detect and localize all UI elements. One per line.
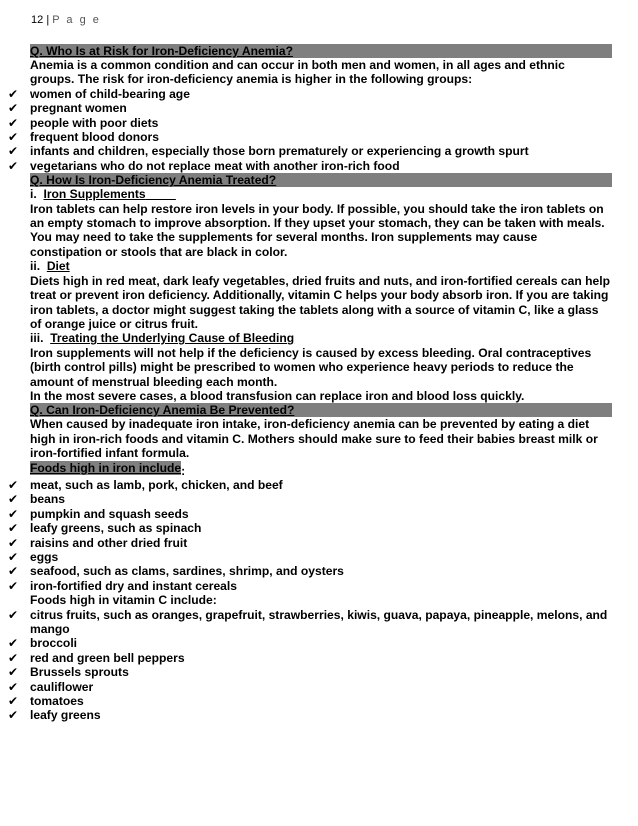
checkmark-icon: ✔ [8, 506, 19, 521]
checkmark-icon: ✔ [8, 101, 19, 116]
q1-risk-list [8, 86, 612, 173]
checkmark-icon: ✔ [8, 665, 19, 680]
iron-foods-heading: Foods high in iron include: [30, 460, 186, 478]
section-diet-text: Diets high in red meat, dark leafy vegetables, dried fruits and nuts, and iron-fortified cereals can help treat or prevent iron deficiency. Additionally, vitamin C helps your body absorb iron. If you are taking iron tablets, a doctor might suggest taking the tablets along with a source of vitamin C, like a glass of orange juice or citrus fruit. [30, 273, 610, 331]
list-item: ✔ tomatoes [8, 694, 84, 709]
q3-heading: Q. Can Iron-Deficiency Anemia Be Prevented? [30, 403, 612, 417]
section-bleeding-heading: iii. Treating the Underlying Cause of Bleeding [30, 331, 295, 346]
list-item: ✔ Brussels sprouts [8, 665, 129, 680]
list-item: ✔ raisins and other dried fruit [8, 535, 188, 550]
page-number: 12 [31, 14, 44, 26]
list-item: ✔ meat, such as lamb, pork, chicken, and beef [8, 477, 283, 492]
header-separator: | [46, 14, 50, 26]
iron-foods-list [8, 477, 612, 593]
list-item: ✔ vegetarians who do not replace meat with another iron-rich food [8, 158, 400, 173]
checkmark-icon: ✔ [8, 492, 19, 507]
section-diet-heading: ii. Diet [30, 259, 70, 274]
checkmark-icon: ✔ [8, 86, 19, 101]
list-item: ✔ iron-fortified dry and instant cereals [8, 578, 237, 593]
list-item: ✔ beans [8, 492, 65, 507]
section-bleeding-text: Iron supplements will not help if the deficiency is caused by excess bleeding. Oral contraceptives (birth control pills) might be prescribed to women who experience heavy periods to reduce the amount of menstrual bleeding each month. [30, 345, 592, 389]
list-item: ✔ frequent blood donors [8, 130, 159, 145]
list-item: ✔ leafy greens, such as spinach [8, 521, 202, 536]
q1-heading: Q. Who Is at Risk for Iron-Deficiency Anemia? [30, 44, 612, 58]
checkmark-icon: ✔ [8, 564, 19, 579]
document-body [8, 44, 612, 723]
section-bleeding-text-2: In the most severe cases, a blood transfusion can replace iron and blood loss quickly. [30, 388, 525, 403]
list-item: ✔ pumpkin and squash seeds [8, 506, 189, 521]
vitamin-c-foods-heading: Foods high in vitamin C include: [30, 593, 217, 608]
checkmark-icon: ✔ [8, 477, 19, 492]
list-item: ✔ citrus fruits, such as oranges, grapefruit, strawberries, kiwis, guava, papaya, pineapple, melons, and mango [8, 607, 608, 637]
vitamin-c-foods-list [8, 607, 612, 723]
checkmark-icon: ✔ [8, 650, 19, 665]
checkmark-icon: ✔ [8, 158, 19, 173]
list-item: ✔ people with poor diets [8, 115, 159, 130]
section-iron-supplements-text: Iron tablets can help restore iron levels in your body. If possible, you should take the iron tablets on an empty stomach to improve absorption. If they upset your stomach, they can be taken with meals. You may need to take the supplements for several months. Iron supplements may cause constipation or stools that are black in color. [30, 201, 605, 259]
checkmark-icon: ✔ [8, 708, 19, 723]
q2-heading: Q. How Is Iron-Deficiency Anemia Treated? [30, 173, 612, 187]
list-item: ✔ red and green bell peppers [8, 650, 185, 665]
checkmark-icon: ✔ [8, 694, 19, 709]
list-item: ✔ cauliflower [8, 679, 94, 694]
list-item: ✔ seafood, such as clams, sardines, shrimp, and oysters [8, 564, 344, 579]
checkmark-icon: ✔ [8, 521, 19, 536]
q1-intro: Anemia is a common condition and can occur in both men and women, in all ages and ethnic groups. The risk for iron-deficiency anemia is higher in the following groups: [30, 58, 565, 87]
list-item: ✔ women of child-bearing age [8, 86, 190, 101]
checkmark-icon: ✔ [8, 115, 19, 130]
list-item: ✔ leafy greens [8, 708, 101, 723]
checkmark-icon: ✔ [8, 144, 19, 159]
checkmark-icon: ✔ [8, 550, 19, 564]
q3-intro: When caused by inadequate iron intake, iron-deficiency anemia can be prevented by eating a diet high in iron-rich foods and vitamin C. Mothers should make sure to feed their babies breast milk or iron-fortified infant formula. [30, 417, 598, 461]
checkmark-icon: ✔ [8, 578, 19, 593]
checkmark-icon: ✔ [8, 679, 19, 694]
list-item: ✔ eggs [8, 550, 59, 564]
checkmark-icon: ✔ [8, 130, 19, 145]
page-label: P a g e [52, 14, 101, 26]
list-item: ✔ infants and children, especially those born prematurely or experiencing a growth spurt [8, 144, 529, 159]
page-header [31, 14, 101, 26]
list-item: ✔ broccoli [8, 636, 78, 651]
section-iron-supplements-heading: i. Iron Supplements [30, 187, 146, 202]
checkmark-icon: ✔ [8, 636, 19, 651]
list-item: ✔ pregnant women [8, 101, 127, 116]
checkmark-icon: ✔ [8, 607, 19, 622]
checkmark-icon: ✔ [8, 535, 19, 550]
